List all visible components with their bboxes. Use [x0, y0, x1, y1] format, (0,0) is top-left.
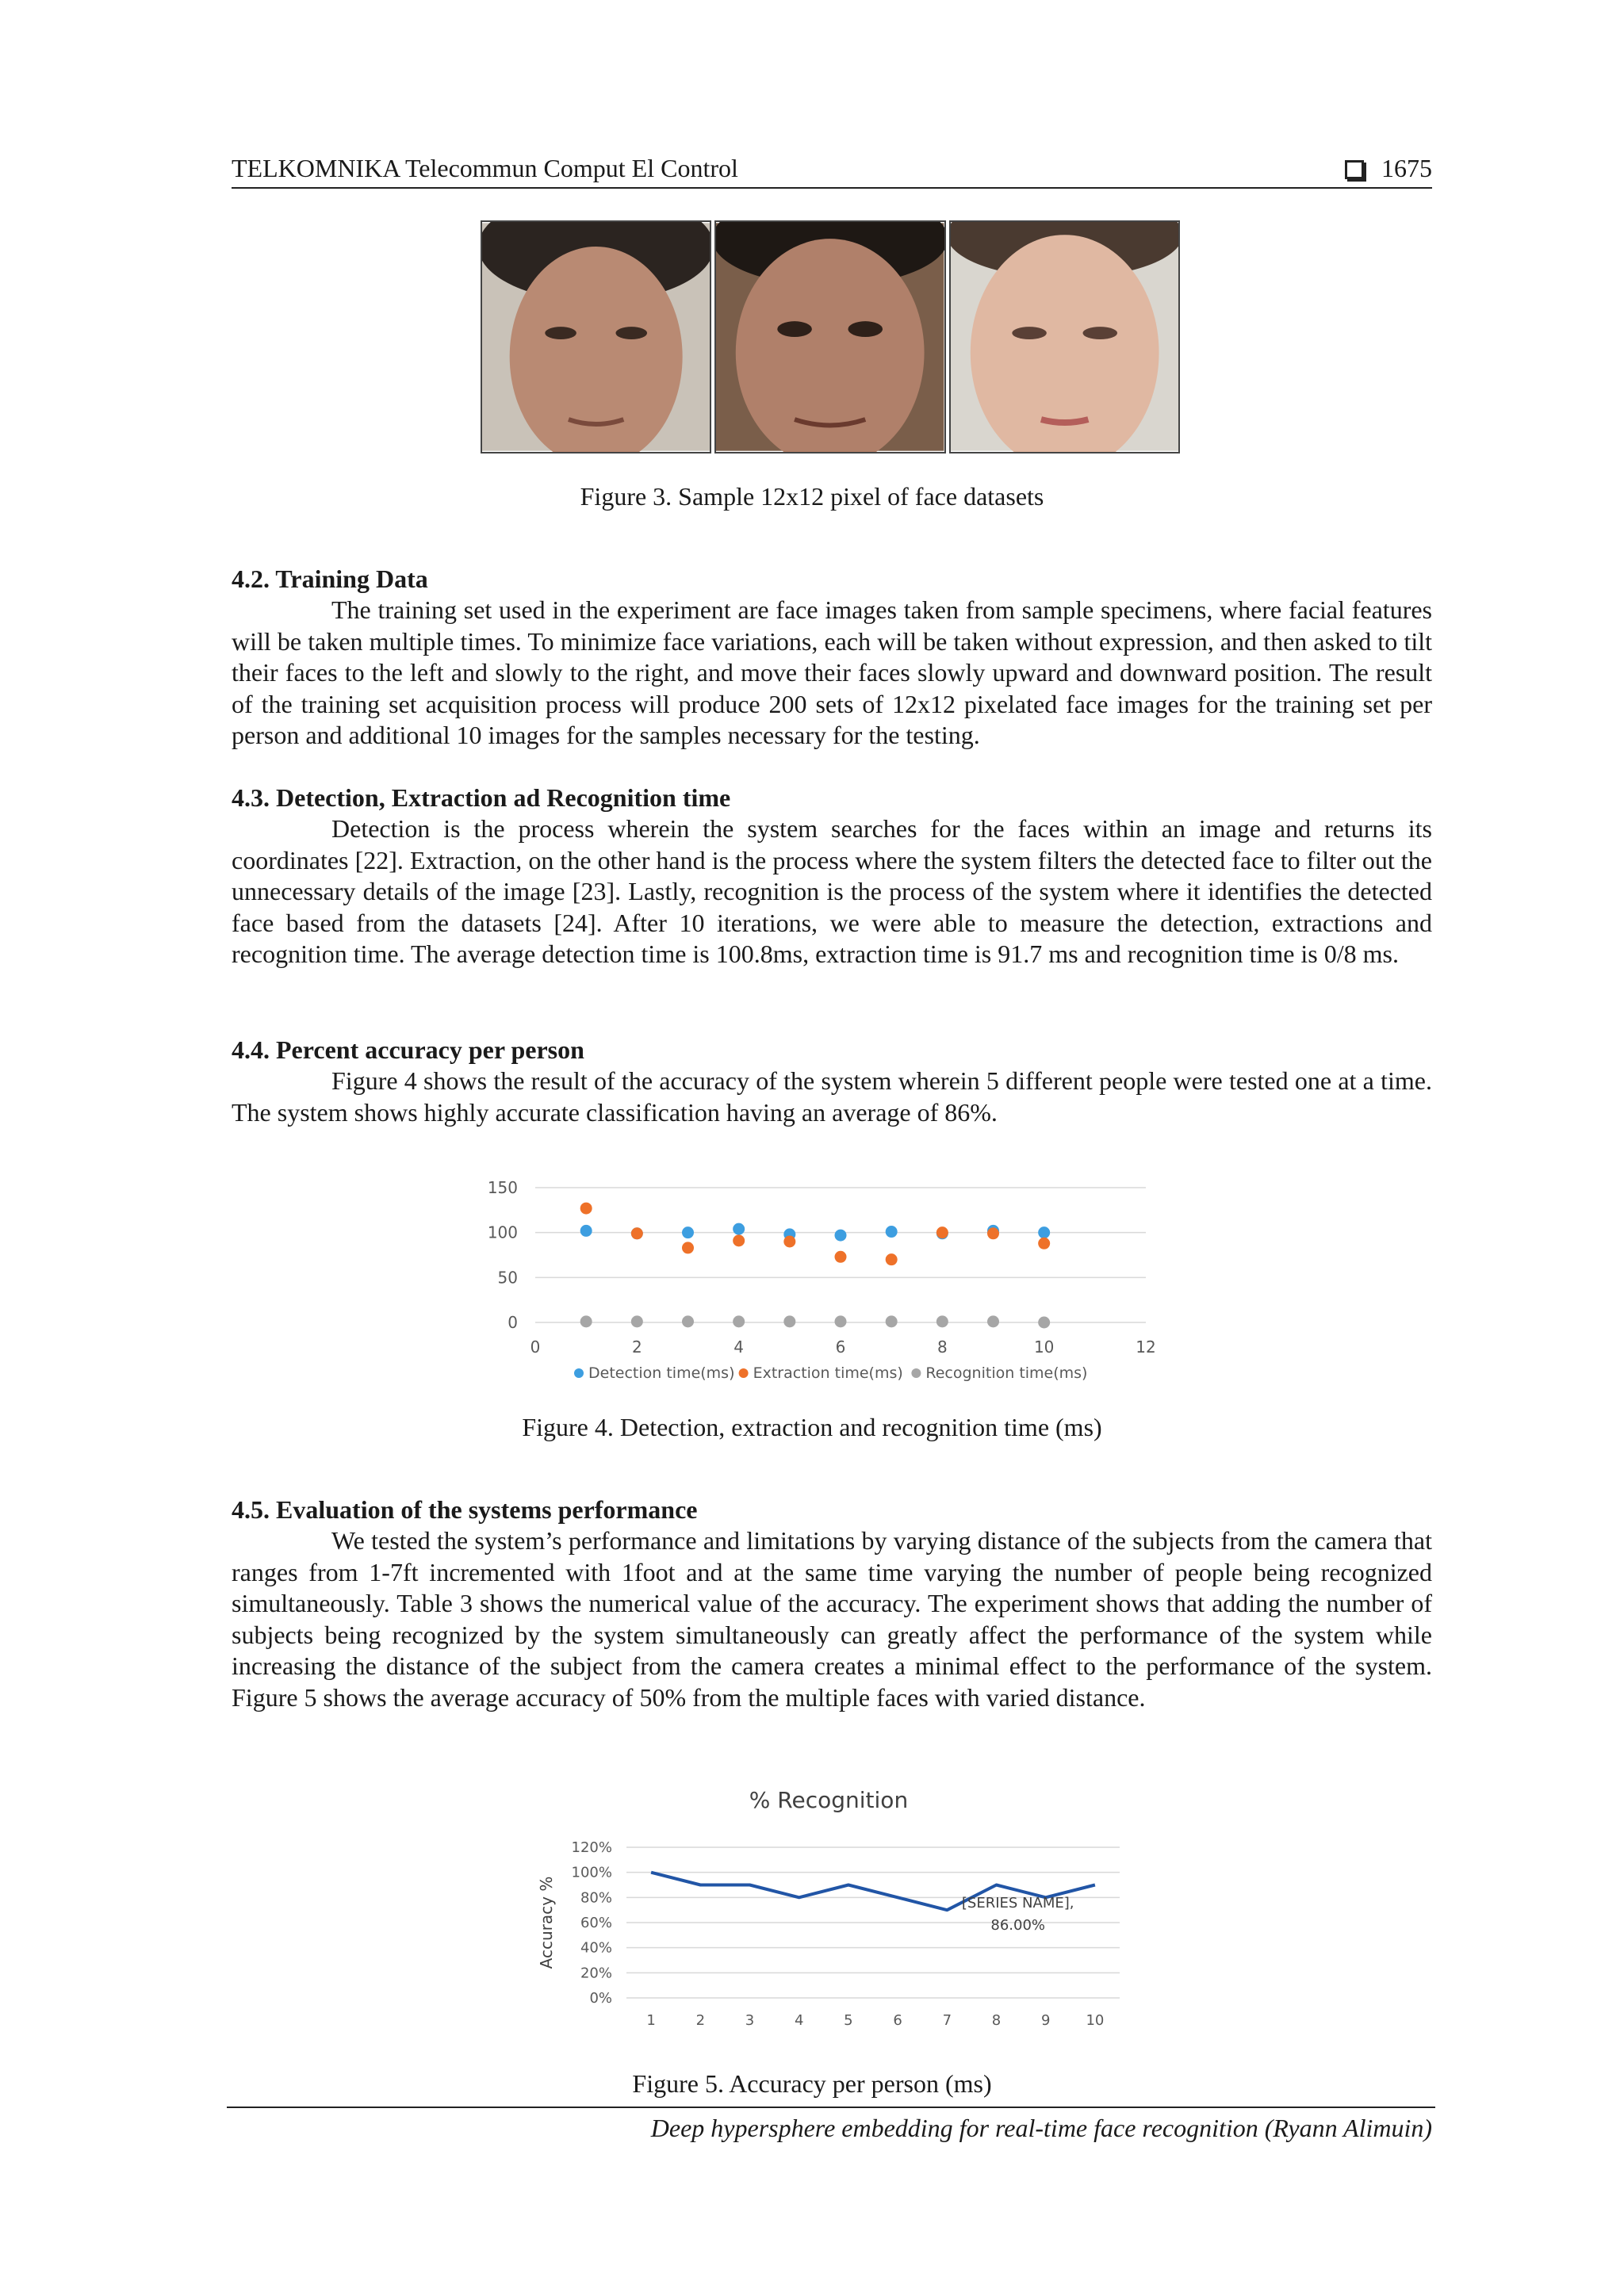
x-tick-label: 12 [1136, 1337, 1156, 1357]
data-point-2 [1038, 1238, 1050, 1249]
y-tick-label: 50 [497, 1268, 518, 1288]
x-tick-label: 3 [745, 2012, 755, 2029]
data-point-3 [631, 1315, 643, 1327]
y-tick-label: 100% [571, 1864, 612, 1881]
face-photo-2-icon [716, 222, 944, 452]
section-text-4-5: We tested the system’s performance and limitations by varying distance of the subjects from the camera that ranges from 1-7ft incremented with 1foot and at the same time varying the number of people being recognized simultaneously. Table 3 shows the numerical value of the accuracy. The experiment shows that adding the number of subjects being recognized by the system simultaneously can greatly affect the performance of the system while increasing the distance of the subject from the camera creates a minimal effect to the performance of the system. Figure 5 shows the average accuracy of 50% from the multiple faces with varied distance. [232, 1526, 1432, 1712]
data-point-2 [580, 1203, 592, 1215]
data-point-3 [936, 1315, 948, 1327]
square-box-icon [1345, 160, 1364, 179]
data-point-1 [1038, 1226, 1050, 1238]
x-tick-label: 6 [835, 1337, 846, 1357]
data-point-2 [733, 1234, 745, 1246]
data-point-3 [580, 1315, 592, 1327]
data-point-3 [783, 1315, 795, 1327]
x-tick-label: 7 [942, 2012, 952, 2029]
face-photo-1-icon [482, 222, 710, 452]
data-point-3 [835, 1315, 847, 1327]
data-point-3 [987, 1315, 999, 1327]
data-point-3 [733, 1315, 745, 1327]
y-tick-label: 150 [487, 1178, 518, 1197]
data-point-3 [886, 1315, 898, 1327]
data-point-1 [835, 1230, 847, 1242]
data-point-2 [631, 1227, 643, 1239]
x-tick-label: 0 [530, 1337, 541, 1357]
figure4-caption: Figure 4. Detection, extraction and recognition time (ms) [522, 1413, 1102, 1441]
data-point-2 [936, 1226, 948, 1238]
face-photo-3-icon [951, 222, 1178, 452]
x-tick-label: 8 [991, 2012, 1002, 2029]
data-label: [SERIES NAME], [961, 1895, 1074, 1911]
y-tick-label: 80% [580, 1889, 612, 1907]
legend-marker-3 [911, 1368, 921, 1378]
y-tick-label: 0% [589, 1990, 612, 2007]
y-tick-label: 100 [487, 1223, 518, 1242]
x-tick-label: 2 [695, 2012, 706, 2029]
section-text-4-3: Detection is the process wherein the system searches for the faces within an image and returns its coordinates [22]. Extraction, on the other hand is the process where the system filters the detected face to filter out the unnecessary details of the image [23]. Lastly, recognition is the process of the system where it identifies the detected face based from the datasets [24]. After 10 iterations, we were able to measure the detection, extractions and recognition time. The average detection time is 100.8ms, extraction time is 91.7 ms and recognition time is 0/8 ms. [232, 814, 1432, 969]
legend-label-3: Recognition time(ms) [925, 1364, 1088, 1382]
data-point-3 [682, 1315, 694, 1327]
y-tick-label: 0 [508, 1313, 518, 1332]
data-point-2 [987, 1227, 999, 1239]
data-point-2 [682, 1242, 694, 1253]
section-heading-4-4: 4.4. Percent accuracy per person [232, 1035, 584, 1064]
section-text-4-4: Figure 4 shows the result of the accuracy of the system wherein 5 different people were tested one at a time. The system shows highly accurate classification having an average of 86%. [232, 1066, 1432, 1127]
data-point-3 [1038, 1317, 1050, 1329]
figure3-caption: Figure 3. Sample 12x12 pixel of face datasets [580, 482, 1044, 511]
data-label-value: 86.00% [990, 1917, 1046, 1934]
x-tick-label: 1 [646, 2012, 656, 2029]
face-image-1 [481, 220, 711, 453]
y-tick-label: 120% [571, 1839, 612, 1856]
y-tick-label: 40% [580, 1939, 612, 1957]
detection-time-chart [476, 1165, 1174, 1395]
x-tick-label: 10 [1086, 2012, 1105, 2029]
data-point-1 [682, 1226, 694, 1238]
section-heading-4-5: 4.5. Evaluation of the systems performance [232, 1495, 698, 1524]
x-tick-label: 10 [1033, 1337, 1055, 1357]
y-axis-label: Accuracy % [537, 1876, 556, 1969]
face-images-figure [481, 220, 1183, 453]
legend-marker-1 [574, 1368, 584, 1378]
footer-text: Deep hypersphere embedding for real-time face recognition (Ryann Alimuin) [650, 2114, 1432, 2142]
legend-marker-2 [739, 1368, 749, 1378]
data-point-1 [580, 1225, 592, 1237]
face-image-3 [949, 220, 1180, 453]
x-tick-label: 6 [893, 2012, 902, 2029]
legend-label-1: Detection time(ms) [588, 1364, 735, 1382]
legend-label-2: Extraction time(ms) [753, 1364, 903, 1382]
figure5-caption: Figure 5. Accuracy per person (ms) [632, 2069, 992, 2098]
chart-title: % Recognition [749, 1787, 909, 1813]
x-tick-label: 4 [733, 1337, 745, 1357]
running-header [232, 152, 1432, 189]
face-image-2 [714, 220, 945, 453]
x-tick-label: 2 [631, 1337, 642, 1357]
x-tick-label: 5 [844, 2012, 853, 2029]
section-heading-4-2: 4.2. Training Data [232, 564, 428, 593]
section-heading-4-3: 4.3. Detection, Extraction ad Recognition time [232, 783, 731, 812]
data-point-2 [783, 1236, 795, 1248]
footer-rule [227, 2107, 1435, 2108]
data-point-1 [886, 1226, 898, 1238]
section-text-4-2: The training set used in the experiment are face images taken from sample specimens, where facial features will be taken multiple times. To minimize face variations, each will be taken without expression, and then asked to tilt their faces to the left and slowly to the right, and move their faces slowly upward and downward position. The result of the training set acquisition process will produce 200 sets of 12x12 pixelated face images for the training set per person and additional 10 images for the samples necessary for the testing. [232, 595, 1432, 750]
journal-title: TELKOMNIKA Telecommun Comput El Control [232, 154, 738, 182]
x-tick-label: 8 [936, 1337, 948, 1357]
x-tick-label: 9 [1040, 2012, 1051, 2029]
data-point-1 [733, 1223, 745, 1235]
x-tick-label: 4 [794, 2012, 804, 2029]
recognition-accuracy-chart [523, 1784, 1134, 2045]
page-number: 1675 [1381, 154, 1432, 182]
page-number-group [1345, 152, 1432, 184]
data-point-2 [886, 1253, 898, 1265]
y-tick-label: 60% [580, 1915, 612, 1931]
data-point-2 [835, 1251, 847, 1263]
y-tick-label: 20% [580, 1965, 612, 1982]
